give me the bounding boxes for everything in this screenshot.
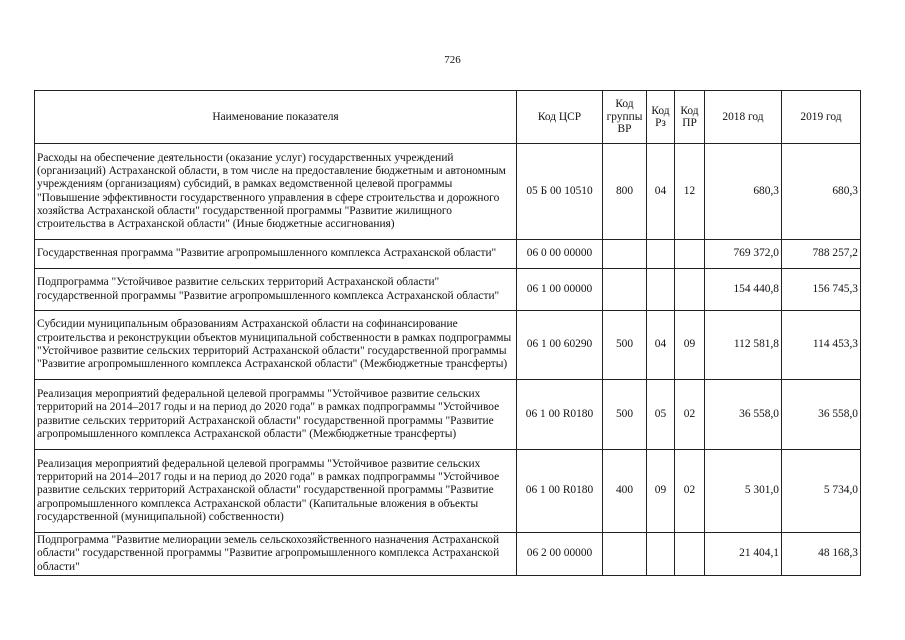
cell-pr	[675, 533, 705, 576]
cell-2018: 154 440,8	[705, 269, 782, 311]
table-row	[35, 533, 861, 576]
header-rz: Код Рз	[647, 91, 675, 144]
table-row	[35, 380, 861, 450]
cell-2018: 21 404,1	[705, 533, 782, 576]
cell-vr: 500	[603, 311, 647, 380]
page-number: 726	[444, 54, 461, 66]
cell-pr	[675, 269, 705, 311]
cell-rz: 09	[647, 450, 675, 533]
cell-vr: 500	[603, 380, 647, 450]
table-row	[35, 240, 861, 269]
cell-csr: 06 1 00 R0180	[517, 380, 603, 450]
cell-pr: 09	[675, 311, 705, 380]
cell-name: Реализация мероприятий федеральной целевой программы "Устойчивое развитие сельских территорий на 2014–2017 годы и на период до 2020 года" в рамках подпрограммы "Устойчивое развитие сельских территорий Астраханской области" государственной программы "Развитие агропромышленного комплекса Астраханской области" (Межбюджетные трансферты)	[35, 380, 517, 450]
cell-2019: 156 745,3	[782, 269, 861, 311]
cell-2019: 680,3	[782, 144, 861, 240]
header-2019: 2019 год	[782, 91, 861, 144]
cell-rz: 04	[647, 311, 675, 380]
cell-vr	[603, 269, 647, 311]
cell-vr: 400	[603, 450, 647, 533]
cell-csr: 06 1 00 60290	[517, 311, 603, 380]
cell-vr	[603, 533, 647, 576]
table-row	[35, 450, 861, 533]
cell-2019: 36 558,0	[782, 380, 861, 450]
table-row	[35, 269, 861, 311]
cell-pr: 02	[675, 450, 705, 533]
cell-2018: 5 301,0	[705, 450, 782, 533]
header-vr: Код группы ВР	[603, 91, 647, 144]
cell-2018: 680,3	[705, 144, 782, 240]
header-name: Наименование показателя	[35, 91, 517, 144]
cell-name: Подпрограмма "Устойчивое развитие сельских территорий Астраханской области" государственной программы "Развитие агропромышленного комплекса Астраханской области"	[35, 269, 517, 311]
cell-csr: 06 1 00 R0180	[517, 450, 603, 533]
cell-name: Подпрограмма "Развитие мелиорации земель сельскохозяйственного назначения Астраханской области" государственной программы "Развитие агропромышленного комплекса Астраханской области"	[35, 533, 517, 576]
cell-2018: 769 372,0	[705, 240, 782, 269]
table-header-row	[35, 91, 861, 144]
cell-rz	[647, 269, 675, 311]
header-pr: Код ПР	[675, 91, 705, 144]
cell-2019: 48 168,3	[782, 533, 861, 576]
cell-name: Государственная программа "Развитие агропромышленного комплекса Астраханской области"	[35, 240, 517, 269]
budget-table	[34, 90, 861, 576]
cell-rz	[647, 533, 675, 576]
cell-pr: 02	[675, 380, 705, 450]
cell-2018: 112 581,8	[705, 311, 782, 380]
table-row	[35, 144, 861, 240]
cell-csr: 06 1 00 00000	[517, 269, 603, 311]
cell-pr: 12	[675, 144, 705, 240]
cell-rz	[647, 240, 675, 269]
cell-name: Реализация мероприятий федеральной целевой программы "Устойчивое развитие сельских территорий на 2014–2017 годы и на период до 2020 года" в рамках подпрограммы "Устойчивое развитие сельских территорий Астраханской области" государственной программы "Развитие агропромышленного комплекса Астраханской области" (Капитальные вложения в объекты государственной (муниципальной) собственности)	[35, 450, 517, 533]
cell-2018: 36 558,0	[705, 380, 782, 450]
cell-vr	[603, 240, 647, 269]
cell-csr: 06 2 00 00000	[517, 533, 603, 576]
header-csr: Код ЦСР	[517, 91, 603, 144]
cell-2019: 114 453,3	[782, 311, 861, 380]
cell-pr	[675, 240, 705, 269]
cell-rz: 05	[647, 380, 675, 450]
cell-2019: 5 734,0	[782, 450, 861, 533]
cell-csr: 05 Б 00 10510	[517, 144, 603, 240]
cell-name: Субсидии муниципальным образованиям Астраханской области на софинансирование строительства и реконструкции объектов муниципальной собственности в рамках подпрограммы "Устойчивое развитие сельских территорий Астраханской области" государственной программы "Развитие агропромышленного комплекса Астраханской области" (Межбюджетные трансферты)	[35, 311, 517, 380]
cell-rz: 04	[647, 144, 675, 240]
cell-2019: 788 257,2	[782, 240, 861, 269]
cell-vr: 800	[603, 144, 647, 240]
header-2018: 2018 год	[705, 91, 782, 144]
table-row	[35, 311, 861, 380]
cell-csr: 06 0 00 00000	[517, 240, 603, 269]
cell-name: Расходы на обеспечение деятельности (оказание услуг) государственных учреждений (организаций) Астраханской области, в том числе на предоставление бюджетным и автономным учреждениям (организациям) субсидий, в рамках ведомственной целевой программы "Повышение эффективности государственного управления в сфере строительства и дорожного хозяйства Астраханской области" государственной программы "Развитие жилищного строительства в Астраханской области" (Иные бюджетные ассигнования)	[35, 144, 517, 240]
